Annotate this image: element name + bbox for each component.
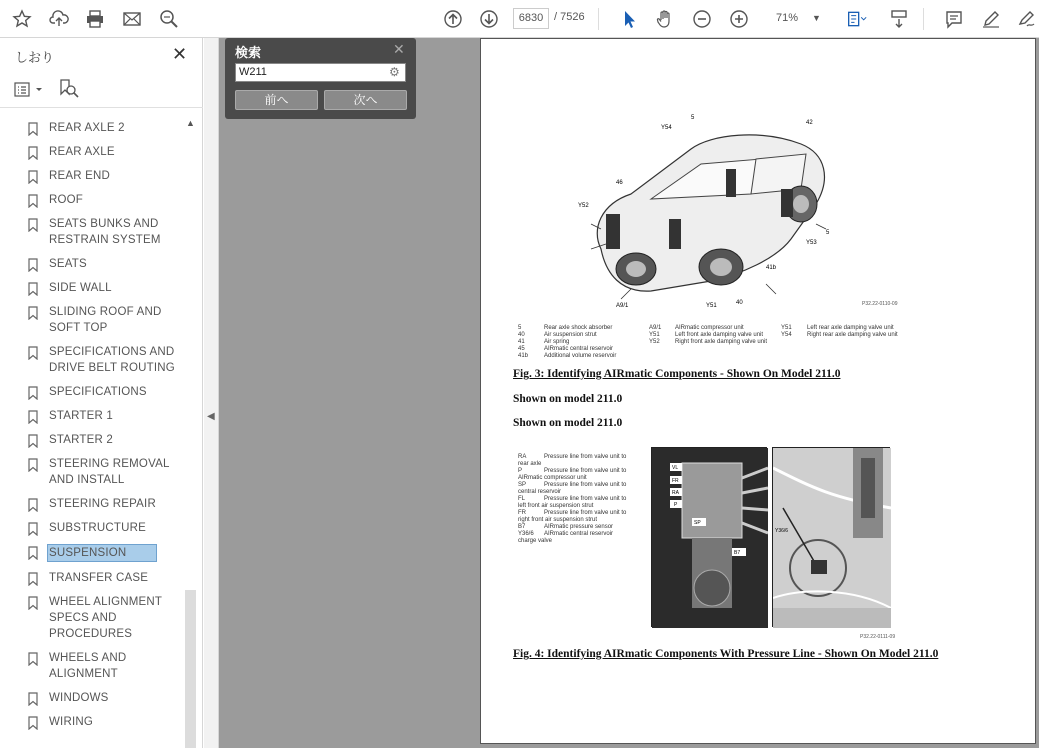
- bookmark-item[interactable]: [10, 380, 186, 404]
- bookmark-item[interactable]: [10, 188, 186, 212]
- legend-row: [518, 454, 628, 468]
- bookmark-label: SPECIFICATIONS: [49, 386, 147, 398]
- legend-row: [518, 482, 628, 496]
- legend-row: [649, 325, 779, 332]
- legend-key: FR: [518, 510, 526, 516]
- zoom-in-icon[interactable]: [727, 7, 751, 31]
- legend-key: Y54: [781, 332, 792, 338]
- bookmark-item[interactable]: [10, 252, 186, 276]
- bookmark-item[interactable]: [10, 212, 186, 252]
- bookmark-item[interactable]: [10, 428, 186, 452]
- legend-key: Y36/6: [518, 531, 534, 537]
- figure-3-caption: Fig. 3: Identifying AIRmatic Components - Shown On Model 211.0: [513, 368, 841, 380]
- legend-value: AIRmatic pressure sensor: [544, 524, 614, 530]
- legend-key: Y51: [781, 325, 792, 331]
- bookmark-icon: [28, 458, 38, 472]
- bookmark-item[interactable]: [10, 140, 186, 164]
- email-icon[interactable]: [120, 7, 144, 31]
- previous-button[interactable]: 前へ: [235, 90, 318, 110]
- zoom-value: 71%: [776, 12, 799, 24]
- legend-row: [518, 510, 628, 524]
- bookmarks-panel: [0, 38, 203, 748]
- bookmark-item[interactable]: [10, 340, 186, 380]
- svg-text:P: P: [674, 502, 678, 508]
- bookmark-label: SIDE WALL: [49, 282, 112, 294]
- bookmark-item[interactable]: [10, 116, 186, 140]
- bookmark-item[interactable]: [10, 710, 186, 734]
- panel-collapse-handle[interactable]: [204, 38, 219, 748]
- legend-row: [518, 524, 628, 531]
- legend-value: Pressure line from valve unit to left front air suspension strut: [518, 496, 627, 509]
- main-toolbar: [0, 0, 1039, 38]
- bookmark-icon: [28, 306, 38, 320]
- fit-page-icon[interactable]: [843, 7, 871, 31]
- svg-text:42: 42: [806, 120, 813, 126]
- legend-value: AIRmatic central reservoir charge valve: [518, 531, 614, 544]
- bookmark-icon: [28, 146, 38, 160]
- bookmark-icon: [28, 498, 38, 512]
- figure-code: P32.22-0110-09: [862, 301, 898, 307]
- bookmark-icon: [28, 596, 38, 610]
- legend-value: Rear axle shock absorber: [544, 325, 613, 331]
- search-zoom-icon[interactable]: [157, 7, 181, 31]
- bookmark-item[interactable]: [10, 516, 186, 540]
- legend-key: Y51: [649, 332, 660, 338]
- legend-row: [518, 496, 628, 510]
- legend-value: Pressure line from valve unit to rear axle: [518, 454, 627, 467]
- valve-unit-photo: [651, 447, 767, 627]
- bookmark-icon: [28, 716, 38, 730]
- search-panel: [225, 38, 416, 119]
- legend-row: [649, 332, 779, 339]
- legend-key: 5: [518, 325, 522, 331]
- figure-3-legend-3: [781, 325, 921, 339]
- svg-text:FR: FR: [672, 478, 679, 484]
- figure-4-legend: [518, 454, 628, 545]
- bookmarks-title: しおり: [15, 50, 55, 65]
- bookmark-label: TRANSFER CASE: [49, 572, 149, 584]
- legend-key: 45: [518, 346, 525, 352]
- legend-value: AIRmatic central reservoir: [544, 346, 614, 352]
- svg-text:RA: RA: [672, 490, 679, 496]
- upload-icon[interactable]: [47, 7, 71, 31]
- legend-value: Air spring: [544, 339, 570, 345]
- legend-row: [781, 325, 921, 332]
- figure-3-legend: [518, 325, 648, 360]
- bookmark-item[interactable]: [10, 164, 186, 188]
- search-close-icon[interactable]: ✕: [393, 41, 405, 57]
- bookmark-icon: [28, 546, 38, 560]
- zoom-out-icon[interactable]: [690, 7, 714, 31]
- legend-value: Pressure line from valve unit to central reservoir: [518, 482, 627, 495]
- legend-row: [518, 353, 648, 360]
- engine-bay-photo: [772, 447, 890, 627]
- bookmark-icon: [28, 652, 38, 666]
- body-text: Shown on model 211.0: [513, 393, 623, 405]
- bookmark-label: REAR AXLE 2: [49, 122, 125, 134]
- page-up-icon[interactable]: [441, 7, 465, 31]
- bookmark-icon: [28, 194, 38, 208]
- bookmark-icon: [28, 346, 38, 360]
- svg-text:46: 46: [616, 180, 623, 186]
- select-arrow-icon[interactable]: [617, 7, 641, 31]
- toolbar-divider: [598, 8, 599, 30]
- toolbar-divider: [923, 8, 924, 30]
- legend-row: [518, 325, 648, 332]
- bookmark-label: STARTER 2: [49, 434, 113, 446]
- bookmark-label: STEERING REMOVAL AND INSTALL: [49, 458, 170, 486]
- bookmark-label: WINDOWS: [49, 692, 109, 704]
- svg-text:41b: 41b: [766, 265, 777, 271]
- next-button[interactable]: 次へ: [324, 90, 407, 110]
- legend-key: Y52: [649, 339, 660, 345]
- svg-text:5: 5: [826, 230, 830, 236]
- scroll-mode-icon[interactable]: [887, 7, 911, 31]
- bookmark-item[interactable]: [10, 686, 186, 710]
- svg-text:A9/1: A9/1: [616, 303, 629, 309]
- bookmark-icon: [28, 258, 38, 272]
- legend-value: Additional volume reservoir: [544, 353, 617, 359]
- sign-icon[interactable]: [1015, 7, 1039, 31]
- legend-key: A9/1: [649, 325, 662, 331]
- bookmark-label: ROOF: [49, 194, 84, 206]
- gear-icon[interactable]: ⚙: [389, 65, 400, 79]
- scroll-up-icon[interactable]: ▲: [186, 118, 195, 128]
- bookmark-icon: [28, 282, 38, 296]
- bookmark-list: [10, 116, 186, 748]
- scrollbar-thumb[interactable]: [185, 590, 196, 748]
- find-bookmark-icon[interactable]: [58, 78, 80, 100]
- print-icon[interactable]: [83, 7, 107, 31]
- bookmark-label: STEERING REPAIR: [49, 498, 156, 510]
- zoom-dropdown-icon: ▼: [812, 13, 821, 23]
- bookmark-label: SEATS BUNKS AND RESTRAIN SYSTEM: [49, 218, 161, 246]
- legend-row: [518, 531, 628, 545]
- bookmark-icon: [28, 692, 38, 706]
- search-title: 検索: [235, 45, 262, 60]
- pen-icon[interactable]: [979, 7, 1003, 31]
- legend-key: FL: [518, 496, 526, 502]
- legend-value: Pressure line from valve unit to AIRmatic compressor unit: [518, 468, 627, 481]
- bookmark-icon: [28, 122, 38, 136]
- bookmark-label: WIRING: [49, 716, 93, 728]
- bookmark-label: SEATS: [49, 258, 87, 270]
- legend-key: 41: [518, 339, 525, 345]
- legend-key: 40: [518, 332, 525, 338]
- legend-key: B7: [518, 524, 526, 530]
- bookmark-item[interactable]: [10, 404, 186, 428]
- bookmark-item[interactable]: [10, 452, 186, 492]
- bookmark-icon: [28, 410, 38, 424]
- body-text: Shown on model 211.0: [513, 417, 623, 429]
- bookmark-icon: [28, 386, 38, 400]
- bookmark-label: SUBSTRUCTURE: [49, 522, 146, 534]
- bookmark-item[interactable]: [10, 300, 186, 340]
- bookmark-label: SUSPENSION: [47, 544, 157, 562]
- collapse-arrow-icon: ◀: [207, 411, 215, 422]
- bookmark-item[interactable]: [10, 566, 186, 590]
- bookmark-label: REAR END: [49, 170, 111, 182]
- bookmark-item[interactable]: [10, 492, 186, 516]
- comment-icon[interactable]: [942, 7, 966, 31]
- bookmark-icon: [28, 170, 38, 184]
- bookmark-label: STARTER 1: [49, 410, 113, 422]
- svg-text:B7: B7: [734, 550, 741, 556]
- legend-row: [518, 468, 628, 482]
- bookmark-label: REAR AXLE: [49, 146, 115, 158]
- hand-icon[interactable]: [653, 7, 677, 31]
- legend-row: [518, 332, 648, 339]
- bookmark-icon: [28, 434, 38, 448]
- legend-key: P: [518, 468, 523, 474]
- legend-value: Left front axle damping valve unit: [675, 332, 764, 338]
- figure-3-legend-2: [649, 325, 779, 346]
- bookmark-label: WHEEL ALIGNMENT SPECS AND PROCEDURES: [49, 596, 163, 640]
- legend-row: [781, 332, 921, 339]
- bookmark-icon: [28, 572, 38, 586]
- zoom-dropdown[interactable]: [765, 8, 825, 29]
- legend-key: RA: [518, 454, 527, 460]
- airmatic-car-illustration: [561, 109, 841, 309]
- legend-value: Air suspension strut: [544, 332, 597, 338]
- svg-text:Y54: Y54: [661, 125, 672, 131]
- svg-text:Y51: Y51: [706, 303, 717, 309]
- bookmark-label: WHEELS AND ALIGNMENT: [49, 652, 127, 680]
- legend-key: 41b: [518, 353, 529, 359]
- bookmark-item[interactable]: [10, 590, 186, 646]
- page-number-input[interactable]: 6830: [513, 8, 549, 29]
- page-total: / 7526: [554, 11, 585, 23]
- search-input[interactable]: W211: [235, 63, 406, 82]
- svg-text:Y36/6: Y36/6: [775, 528, 789, 534]
- bookmark-item[interactable]: [10, 276, 186, 300]
- svg-text:Y53: Y53: [806, 240, 817, 246]
- bookmark-item[interactable]: [10, 646, 186, 686]
- close-icon[interactable]: ✕: [172, 44, 188, 64]
- legend-row: [518, 346, 648, 353]
- bookmark-label: SLIDING ROOF AND SOFT TOP: [49, 306, 162, 334]
- legend-key: SP: [518, 482, 527, 488]
- svg-text:SP: SP: [694, 520, 701, 526]
- svg-text:VL: VL: [672, 465, 679, 471]
- legend-value: AIRmatic compressor unit: [675, 325, 744, 331]
- bookmark-star-icon[interactable]: [10, 7, 34, 31]
- bookmark-icon: [28, 218, 38, 232]
- legend-value: Pressure line from valve unit to right front air suspension strut: [518, 510, 627, 523]
- bookmarks-toolbar: [0, 72, 203, 108]
- options-menu-icon[interactable]: [14, 81, 46, 99]
- svg-text:40: 40: [736, 300, 743, 306]
- bookmark-label: SPECIFICATIONS AND DRIVE BELT ROUTING: [49, 346, 175, 374]
- figure-code: P32.22-0111-09: [860, 634, 896, 640]
- page-down-icon[interactable]: [477, 7, 501, 31]
- legend-row: [518, 339, 648, 346]
- legend-value: Right front axle damping valve unit: [675, 339, 768, 345]
- svg-text:Y52: Y52: [578, 203, 589, 209]
- legend-value: Left rear axle damping valve unit: [807, 325, 894, 331]
- bookmark-item[interactable]: [10, 540, 186, 566]
- pdf-page: [480, 38, 1036, 744]
- svg-text:5: 5: [691, 115, 695, 121]
- bookmark-icon: [28, 522, 38, 536]
- legend-value: Right rear axle damping valve unit: [807, 332, 898, 338]
- legend-row: [649, 339, 779, 346]
- figure-4-caption: Fig. 4: Identifying AIRmatic Components With Pressure Line - Shown On Model 211.0: [513, 648, 939, 660]
